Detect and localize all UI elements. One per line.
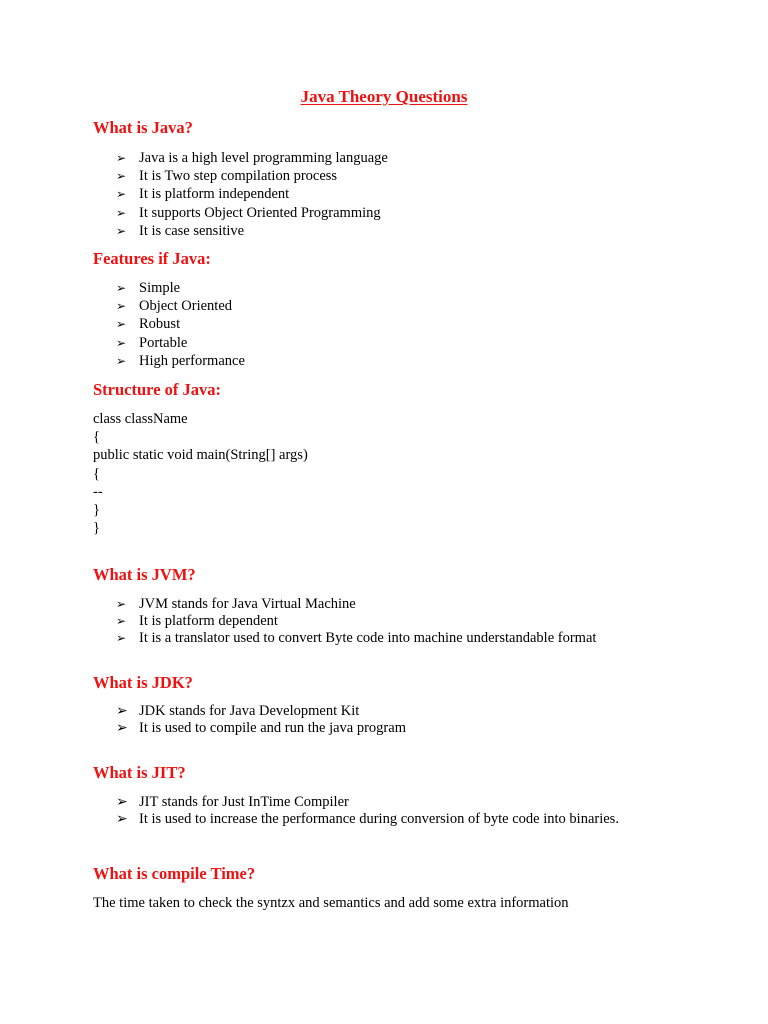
list-what-is-jvm bbox=[0, 596, 768, 647]
code-line: public static void main(String[] args) bbox=[93, 447, 308, 464]
arrow-bullet-icon: ➢ bbox=[116, 597, 127, 611]
list-item: ➢ It is a translator used to convert Byte code into machine understandable format bbox=[116, 630, 597, 646]
list-item: ➢ High performance bbox=[116, 352, 245, 369]
arrow-bullet-icon: ➢ bbox=[116, 794, 128, 810]
arrow-bullet-icon: ➢ bbox=[116, 317, 127, 332]
heading-what-is-jit: What is JIT? bbox=[93, 763, 186, 782]
code-line: } bbox=[93, 501, 100, 518]
heading-structure-of-java: Structure of Java: bbox=[93, 380, 222, 399]
code-line: -- bbox=[93, 483, 103, 500]
list-item: ➢ Simple bbox=[116, 280, 181, 296]
list-item: ➢ Robust bbox=[116, 316, 181, 333]
heading-what-is-jdk: What is JDK? bbox=[93, 673, 193, 692]
arrow-bullet-icon: ➢ bbox=[116, 299, 127, 314]
arrow-bullet-icon: ➢ bbox=[116, 151, 127, 165]
list-item: ➢ Portable bbox=[116, 334, 188, 351]
arrow-bullet-icon: ➢ bbox=[116, 281, 127, 295]
code-line: } bbox=[93, 520, 100, 537]
arrow-bullet-icon: ➢ bbox=[116, 614, 127, 628]
list-item: ➢ JIT stands for Just InTime Compiler bbox=[116, 794, 349, 810]
list-item: ➢ It is used to compile and run the java program bbox=[116, 720, 406, 736]
list-item: ➢ It is used to increase the performance during conversion of byte code into binaries. bbox=[116, 811, 619, 827]
list-item: ➢ It is platform dependent bbox=[116, 613, 278, 629]
list-item: ➢ It is platform independent bbox=[116, 186, 290, 203]
arrow-bullet-icon: ➢ bbox=[116, 223, 127, 238]
list-what-is-java bbox=[0, 149, 768, 240]
heading-what-is-jvm: What is JVM? bbox=[93, 565, 196, 584]
arrow-bullet-icon: ➢ bbox=[116, 720, 128, 736]
code-line: { bbox=[93, 429, 100, 446]
code-block bbox=[93, 410, 308, 537]
heading-features-of-java: Features if Java: bbox=[93, 249, 211, 268]
compile-time-paragraph: The time taken to check the syntzx and semantics and add some extra information bbox=[93, 895, 569, 911]
list-item: ➢ It is Two step compilation process bbox=[116, 168, 338, 185]
list-item: ➢ It supports Object Oriented Programming bbox=[116, 204, 381, 221]
list-item: ➢ JVM stands for Java Virtual Machine bbox=[116, 596, 356, 612]
arrow-bullet-icon: ➢ bbox=[116, 169, 127, 184]
list-item: ➢ Java is a high level programming language bbox=[116, 150, 388, 166]
arrow-bullet-icon: ➢ bbox=[116, 353, 127, 368]
arrow-bullet-icon: ➢ bbox=[116, 187, 127, 202]
arrow-bullet-icon: ➢ bbox=[116, 811, 128, 827]
list-item: ➢ It is case sensitive bbox=[116, 222, 245, 239]
arrow-bullet-icon: ➢ bbox=[116, 205, 127, 220]
arrow-bullet-icon: ➢ bbox=[116, 703, 128, 719]
list-what-is-jdk bbox=[0, 703, 768, 737]
code-line: class className bbox=[93, 411, 188, 427]
code-line: { bbox=[93, 465, 100, 482]
arrow-bullet-icon: ➢ bbox=[116, 631, 127, 645]
heading-what-is-compile-time: What is compile Time? bbox=[93, 864, 256, 883]
list-what-is-jit bbox=[0, 794, 768, 828]
list-item: ➢ Object Oriented bbox=[116, 298, 233, 315]
list-features-of-java bbox=[0, 279, 768, 370]
heading-what-is-java: What is Java? bbox=[93, 118, 193, 137]
document-title: Java Theory Questions bbox=[300, 87, 468, 106]
arrow-bullet-icon: ➢ bbox=[116, 335, 127, 350]
list-item: ➢ JDK stands for Java Development Kit bbox=[116, 703, 360, 719]
